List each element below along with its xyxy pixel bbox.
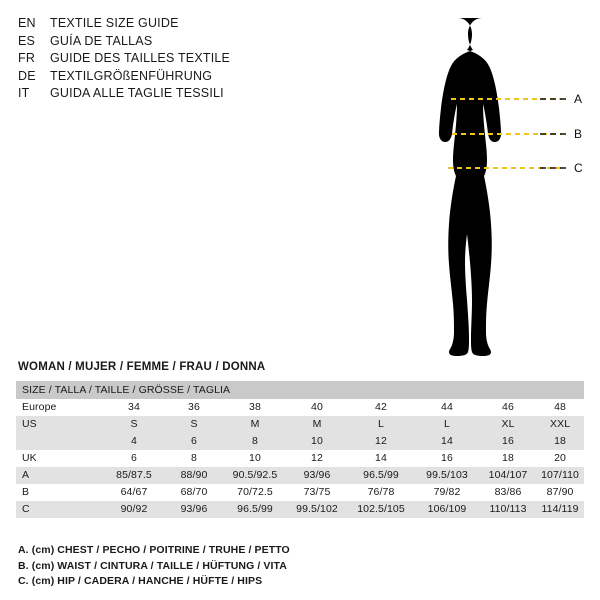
table-row <box>16 467 584 484</box>
table-cell: 107/110 <box>536 467 584 484</box>
table-cell: 96.5/99 <box>348 467 414 484</box>
table-cell: 96.5/99 <box>224 501 286 518</box>
table-cell: 14 <box>348 450 414 467</box>
table-cell: 83/86 <box>480 484 536 501</box>
language-row <box>18 86 318 104</box>
table-row <box>16 450 584 467</box>
row-label: C <box>16 501 104 518</box>
table-cell: 102.5/105 <box>348 501 414 518</box>
table-cell: XL <box>480 416 536 433</box>
table-cell: 106/109 <box>414 501 480 518</box>
table-cell: 99.5/102 <box>286 501 348 518</box>
table-cell: 18 <box>536 433 584 450</box>
language-row <box>18 34 318 52</box>
legend-line-b: B. (cm) WAIST / CINTURA / TAILLE / HÜFTUNG / VITA <box>18 559 287 572</box>
table-row <box>16 416 584 433</box>
female-silhouette-icon <box>439 18 501 356</box>
language-title: GUIDA ALLE TAGLIE TESSILI <box>50 86 224 100</box>
table-cell: L <box>414 416 480 433</box>
table-cell: 14 <box>414 433 480 450</box>
language-header-block <box>18 16 318 104</box>
size-table-container <box>16 381 584 518</box>
table-cell: 70/72.5 <box>224 484 286 501</box>
table-cell: L <box>348 416 414 433</box>
table-cell: 6 <box>104 450 164 467</box>
language-code: IT <box>18 86 30 100</box>
table-cell: 8 <box>164 450 224 467</box>
table-cell: XXL <box>536 416 584 433</box>
table-cell: 48 <box>536 399 584 416</box>
table-cell: 10 <box>224 450 286 467</box>
section-title: WOMAN / MUJER / FEMME / FRAU / DONNA <box>18 361 266 373</box>
language-row <box>18 16 318 34</box>
legend-line-c: C. (cm) HIP / CADERA / HANCHE / HÜFTE / HIPS <box>18 575 263 587</box>
table-header-cell: SIZE / TALLA / TAILLE / GRÖSSE / TAGLIA <box>16 381 584 399</box>
table-cell: 73/75 <box>286 484 348 501</box>
row-label: Europe <box>16 399 104 416</box>
table-cell: 76/78 <box>348 484 414 501</box>
table-cell: 68/70 <box>164 484 224 501</box>
table-cell: 18 <box>480 450 536 467</box>
measurement-legend <box>18 543 578 590</box>
table-cell: 93/96 <box>286 467 348 484</box>
language-title: GUIDE DES TAILLES TEXTILE <box>50 51 231 65</box>
table-cell: 40 <box>286 399 348 416</box>
table-cell: S <box>164 416 224 433</box>
language-title: TEXTILGRÖßENFÜHRUNG <box>50 68 213 83</box>
language-row <box>18 69 318 87</box>
table-cell: 87/90 <box>536 484 584 501</box>
table-cell: 64/67 <box>104 484 164 501</box>
body-silhouette-figure <box>330 6 600 376</box>
table-cell: 16 <box>414 450 480 467</box>
marker-label-b: B <box>574 127 583 141</box>
row-label: US <box>16 416 104 433</box>
table-row <box>16 484 584 501</box>
table-cell: M <box>224 416 286 433</box>
table-cell: 90.5/92.5 <box>224 467 286 484</box>
table-row <box>16 399 584 416</box>
table-cell: 79/82 <box>414 484 480 501</box>
table-cell: 36 <box>164 399 224 416</box>
table-cell: 12 <box>348 433 414 450</box>
table-cell: S <box>104 416 164 433</box>
table-cell: 46 <box>480 399 536 416</box>
language-row <box>18 51 318 69</box>
language-title: GUÍA DE TALLAS <box>50 33 153 48</box>
marker-label-c: C <box>574 161 583 175</box>
table-cell: 42 <box>348 399 414 416</box>
table-cell: 6 <box>164 433 224 450</box>
table-cell: M <box>286 416 348 433</box>
table-cell: 110/113 <box>480 501 536 518</box>
table-cell: 38 <box>224 399 286 416</box>
table-cell: 114/119 <box>536 501 584 518</box>
table-cell: 88/90 <box>164 467 224 484</box>
language-code: FR <box>18 51 36 65</box>
table-row <box>16 433 584 450</box>
table-cell: 34 <box>104 399 164 416</box>
language-code: EN <box>18 16 36 30</box>
table-cell: 44 <box>414 399 480 416</box>
language-code: DE <box>18 68 36 83</box>
language-title: TEXTILE SIZE GUIDE <box>50 16 179 30</box>
table-cell: 12 <box>286 450 348 467</box>
table-cell: 93/96 <box>164 501 224 518</box>
row-label: B <box>16 484 104 501</box>
legend-line-a: A. (cm) CHEST / PECHO / POITRINE / TRUHE / PETTO <box>18 544 290 556</box>
language-code: ES <box>18 33 36 48</box>
table-cell: 90/92 <box>104 501 164 518</box>
marker-label-a: A <box>574 92 583 106</box>
table-cell: 16 <box>480 433 536 450</box>
table-cell: 8 <box>224 433 286 450</box>
marker-leader-lines <box>540 99 568 168</box>
table-cell: 20 <box>536 450 584 467</box>
table-cell: 99.5/103 <box>414 467 480 484</box>
table-cell: 104/107 <box>480 467 536 484</box>
row-label: UK <box>16 450 104 467</box>
size-table <box>16 381 584 518</box>
table-header-row <box>16 381 584 399</box>
table-cell: 10 <box>286 433 348 450</box>
row-label: A <box>16 467 104 484</box>
table-row <box>16 501 584 518</box>
table-cell: 85/87.5 <box>104 467 164 484</box>
table-cell: 4 <box>104 433 164 450</box>
row-label <box>16 433 104 450</box>
